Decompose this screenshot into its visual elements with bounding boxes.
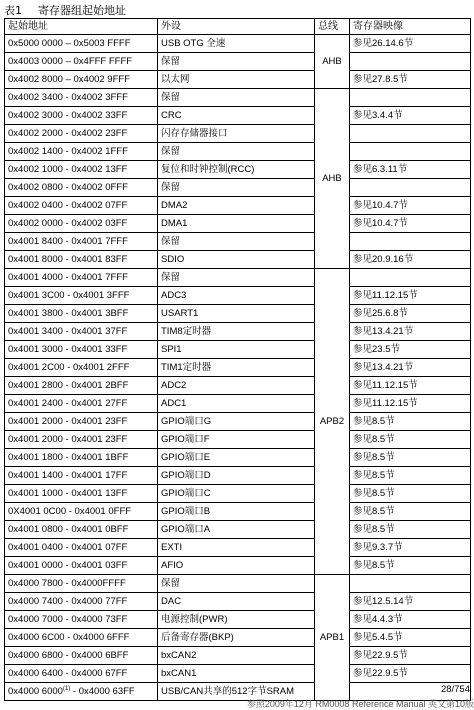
start-address-cell	[5, 107, 158, 125]
register-map-ref-cell: 参见8.5节	[350, 413, 471, 431]
start-address: 0x4001 4000 - 0x4001 7FFF	[8, 271, 128, 283]
table-row	[5, 287, 471, 305]
peripheral-cell: USART1	[158, 305, 315, 323]
start-address-cell	[5, 233, 158, 251]
peripheral-cell: DAC	[158, 593, 315, 611]
register-map-ref-cell: 参见8.5节	[350, 503, 471, 521]
start-address: 0x4001 3800 - 0x4001 3BFF	[8, 307, 129, 319]
table-row	[5, 377, 471, 395]
start-address-cell	[5, 431, 158, 449]
table-row	[5, 71, 471, 89]
table-row	[5, 647, 471, 665]
register-map-ref-cell: 参见8.5节	[350, 557, 471, 575]
register-map-ref-cell	[350, 143, 471, 161]
peripheral-cell: ADC2	[158, 377, 315, 395]
start-address: 0x4001 0400 - 0x4001 07FF	[8, 541, 128, 553]
start-address: 0x4001 3000 - 0x4001 33FF	[8, 343, 128, 355]
start-address-cell	[5, 341, 158, 359]
start-address: 0x4002 8000 – 0x4002 9FFF	[8, 73, 131, 85]
register-map-ref-cell: 参见22.9.5节	[350, 647, 471, 665]
register-map-ref-cell: 参见6.3.11节	[350, 161, 471, 179]
start-address: 0x4002 0800 - 0x4002 0FFF	[8, 181, 128, 193]
start-address-cell	[5, 557, 158, 575]
start-address-cell	[5, 647, 158, 665]
start-address-cell	[5, 359, 158, 377]
start-address: 0x4002 3000 - 0x4002 33FF	[8, 109, 128, 121]
peripheral-cell: bxCAN2	[158, 647, 315, 665]
start-address-cell	[5, 665, 158, 683]
table-row	[5, 53, 471, 71]
bus-cell: APB1	[315, 575, 350, 701]
register-map-ref-cell: 参见9.3.7节	[350, 539, 471, 557]
table-caption	[4, 2, 126, 18]
register-map-ref-cell: 参见11.12.15节	[350, 395, 471, 413]
peripheral-cell: 复位和时钟控制(RCC)	[158, 161, 315, 179]
start-address-cell	[5, 629, 158, 647]
table-row	[5, 395, 471, 413]
start-address: 0x4000 7400 - 0x4000 77FF	[8, 595, 128, 607]
start-address: 0x4001 2000 - 0x4001 23FF	[8, 433, 128, 445]
table-row	[5, 341, 471, 359]
peripheral-cell: GPIO端口F	[158, 431, 315, 449]
table-row	[5, 557, 471, 575]
register-map-ref-cell: 参见12.5.14节	[350, 593, 471, 611]
start-address: 0X4001 0C00 - 0x4001 0FFF	[8, 505, 132, 517]
register-map-ref-cell: 参见27.8.5节	[350, 71, 471, 89]
bus-cell: AHB	[315, 89, 350, 269]
peripheral-cell: 闪存存储器接口	[158, 125, 315, 143]
start-address: 0x4000 6400 - 0x4000 67FF	[8, 667, 128, 679]
peripheral-cell: GPIO端口G	[158, 413, 315, 431]
register-map-ref-cell: 参见20.9.16节	[350, 251, 471, 269]
start-address-cell	[5, 161, 158, 179]
bus-cell: APB2	[315, 269, 350, 575]
table-row	[5, 233, 471, 251]
start-address: 0x4001 1000 - 0x4001 13FF	[8, 487, 128, 499]
table-row	[5, 503, 471, 521]
register-map-ref-cell: 参见25.6.8节	[350, 305, 471, 323]
start-address: 0x4002 0400 - 0x4002 07FF	[8, 199, 128, 211]
table-row	[5, 413, 471, 431]
peripheral-cell: DMA2	[158, 197, 315, 215]
peripheral-cell: 保留	[158, 53, 315, 71]
start-address: 0x4001 1800 - 0x4001 1BFF	[8, 451, 129, 463]
register-map-ref-cell	[350, 233, 471, 251]
table-row	[5, 593, 471, 611]
start-address: 0x4001 2000 - 0x4001 23FF	[8, 415, 128, 427]
start-address-cell	[5, 305, 158, 323]
register-map-ref-cell: 参见11.12.15节	[350, 287, 471, 305]
start-address-cell	[5, 413, 158, 431]
table-row	[5, 449, 471, 467]
footnote-marker: (1)	[62, 685, 71, 692]
table-body	[5, 35, 471, 701]
table-row	[5, 611, 471, 629]
start-address: 0x4002 2000 - 0x4002 23FF	[8, 127, 128, 139]
peripheral-cell: CRC	[158, 107, 315, 125]
start-address-cell	[5, 179, 158, 197]
table-row	[5, 467, 471, 485]
start-address: 0x5000 0000 – 0x5003 FFFF	[8, 37, 131, 49]
start-address-cell	[5, 611, 158, 629]
start-address-cell	[5, 125, 158, 143]
start-address-cell	[5, 539, 158, 557]
start-address: 0x4001 8400 - 0x4001 7FFF	[8, 235, 128, 247]
peripheral-cell: USB OTG 全速	[158, 35, 315, 53]
peripheral-cell: EXTI	[158, 539, 315, 557]
header-peripheral: 外设	[158, 19, 315, 35]
register-map-ref-cell	[350, 575, 471, 593]
register-map-ref-cell	[350, 179, 471, 197]
start-address-cell	[5, 467, 158, 485]
register-map-ref-cell	[350, 53, 471, 71]
table-row	[5, 575, 471, 593]
table-number: 表1	[4, 4, 22, 17]
table-row	[5, 665, 471, 683]
start-address-cell	[5, 53, 158, 71]
start-address-cell	[5, 593, 158, 611]
peripheral-cell: USB/CAN共享的512字节SRAM	[158, 683, 315, 701]
start-address-cell	[5, 449, 158, 467]
register-boundary-table	[4, 18, 471, 701]
start-address: 0x4002 1400 - 0x4002 1FFF	[8, 145, 128, 157]
peripheral-cell: SPI1	[158, 341, 315, 359]
peripheral-cell: GPIO端口E	[158, 449, 315, 467]
peripheral-cell: ADC1	[158, 395, 315, 413]
peripheral-cell: 电源控制(PWR)	[158, 611, 315, 629]
peripheral-cell: GPIO端口B	[158, 503, 315, 521]
table-row	[5, 431, 471, 449]
register-map-ref-cell	[350, 125, 471, 143]
table-row	[5, 107, 471, 125]
peripheral-cell: GPIO端口C	[158, 485, 315, 503]
page-number: 28/754	[440, 684, 470, 695]
start-address: 0x4001 8000 - 0x4001 83FF	[8, 253, 128, 265]
footer-note: 参照2009年12月 RM0008 Reference Manual 英文第10版	[246, 699, 474, 709]
start-address-cell	[5, 521, 158, 539]
table-row	[5, 539, 471, 557]
table-row	[5, 305, 471, 323]
start-address: 0x4002 3400 - 0x4002 3FFF	[8, 91, 128, 103]
table-row	[5, 251, 471, 269]
register-map-ref-cell: 参见13.4.21节	[350, 323, 471, 341]
start-address-cell	[5, 395, 158, 413]
start-address-cell	[5, 503, 158, 521]
register-map-ref-cell: 参见8.5节	[350, 521, 471, 539]
table-row	[5, 143, 471, 161]
table-title: 寄存器组起始地址	[38, 4, 126, 17]
register-map-ref-cell: 参见26.14.6节	[350, 35, 471, 53]
register-map-ref-cell: 参见8.5节	[350, 431, 471, 449]
peripheral-cell: GPIO端口A	[158, 521, 315, 539]
start-address-cell	[5, 377, 158, 395]
bus-cell: AHB	[315, 35, 350, 89]
register-map-ref-cell: 参见8.5节	[350, 467, 471, 485]
peripheral-cell: 保留	[158, 233, 315, 251]
table-row	[5, 125, 471, 143]
peripheral-cell: 保留	[158, 269, 315, 287]
register-map-ref-cell: 参见8.5节	[350, 485, 471, 503]
register-map-ref-cell: 参见10.4.7节	[350, 197, 471, 215]
register-map-ref-cell	[350, 89, 471, 107]
start-address: 0x4001 3400 - 0x4001 37FF	[8, 325, 128, 337]
peripheral-cell: 保留	[158, 143, 315, 161]
start-address: 0x4001 0800 - 0x4001 0BFF	[8, 523, 129, 535]
peripheral-cell: GPIO端口D	[158, 467, 315, 485]
register-map-ref-cell: 参见22.9.5节	[350, 665, 471, 683]
start-address: 0x4001 1400 - 0x4001 17FF	[8, 469, 128, 481]
start-address: 0x4001 2C00 - 0x4001 2FFF	[8, 361, 130, 373]
peripheral-cell: 保留	[158, 179, 315, 197]
peripheral-cell: AFIO	[158, 557, 315, 575]
peripheral-cell: bxCAN1	[158, 665, 315, 683]
register-map-ref-cell: 参见10.4.7节	[350, 215, 471, 233]
register-map-ref-cell: 参见3.4.4节	[350, 107, 471, 125]
table-row	[5, 629, 471, 647]
start-address: 0x4001 0000 - 0x4001 03FF	[8, 559, 128, 571]
register-map-ref-cell: 参见11.12.15节	[350, 377, 471, 395]
register-map-ref-cell: 参见5.4.5节	[350, 629, 471, 647]
register-map-ref-cell: 参见23.5节	[350, 341, 471, 359]
table-row	[5, 89, 471, 107]
end-address: - 0x4000 63FF	[70, 685, 135, 697]
start-address-cell	[5, 575, 158, 593]
start-address: 0x4001 2800 - 0x4001 2BFF	[8, 379, 129, 391]
table-row	[5, 161, 471, 179]
start-address: 0x4001 2400 - 0x4001 27FF	[8, 397, 128, 409]
table-row	[5, 197, 471, 215]
header-start-address: 起始地址	[5, 19, 158, 35]
peripheral-cell: 以太网	[158, 71, 315, 89]
table-row	[5, 485, 471, 503]
start-address-cell	[5, 71, 158, 89]
start-address-cell	[5, 215, 158, 233]
start-address: 0x4002 1000 - 0x4002 13FF	[8, 163, 128, 175]
peripheral-cell: SDIO	[158, 251, 315, 269]
start-address: 0x4000 7000 - 0x4000 73FF	[8, 613, 128, 625]
start-address-cell	[5, 197, 158, 215]
start-address-cell	[5, 35, 158, 53]
table-row	[5, 323, 471, 341]
peripheral-cell: TIM8定时器	[158, 323, 315, 341]
table-row	[5, 179, 471, 197]
header-bus: 总线	[315, 19, 350, 35]
table-row	[5, 269, 471, 287]
start-address-cell	[5, 683, 158, 701]
table-row	[5, 359, 471, 377]
table-row	[5, 521, 471, 539]
start-address: 0x4003 0000 – 0x4FFF FFFF	[8, 55, 133, 67]
start-address-cell	[5, 287, 158, 305]
start-address: 0x4002 0000 - 0x4002 03FF	[8, 217, 128, 229]
peripheral-cell: 后备寄存器(BKP)	[158, 629, 315, 647]
start-address-cell	[5, 251, 158, 269]
start-address-cell	[5, 485, 158, 503]
start-address: 0x4000 6C00 - 0x4000 6FFF	[8, 631, 130, 643]
peripheral-cell: ADC3	[158, 287, 315, 305]
start-address-cell	[5, 89, 158, 107]
start-address: 0x4000 7800 - 0x4000FFFF	[8, 577, 126, 589]
start-address-cell	[5, 269, 158, 287]
peripheral-cell: TIM1定时器	[158, 359, 315, 377]
register-map-ref-cell	[350, 269, 471, 287]
peripheral-cell: 保留	[158, 89, 315, 107]
table-header-row	[5, 19, 471, 35]
start-address: 0x4000 6000	[8, 685, 63, 697]
peripheral-cell: 保留	[158, 575, 315, 593]
start-address: 0x4000 6800 - 0x4000 6BFF	[8, 649, 129, 661]
start-address: 0x4001 3C00 - 0x4001 3FFF	[8, 289, 130, 301]
header-register-map: 寄存器映像	[350, 19, 471, 35]
register-map-ref-cell: 参见8.5节	[350, 449, 471, 467]
table-row	[5, 215, 471, 233]
register-map-ref-cell: 参见4.4.3节	[350, 611, 471, 629]
table-row	[5, 35, 471, 53]
start-address-cell	[5, 323, 158, 341]
register-map-ref-cell: 参见13.4.21节	[350, 359, 471, 377]
peripheral-cell: DMA1	[158, 215, 315, 233]
start-address-cell	[5, 143, 158, 161]
